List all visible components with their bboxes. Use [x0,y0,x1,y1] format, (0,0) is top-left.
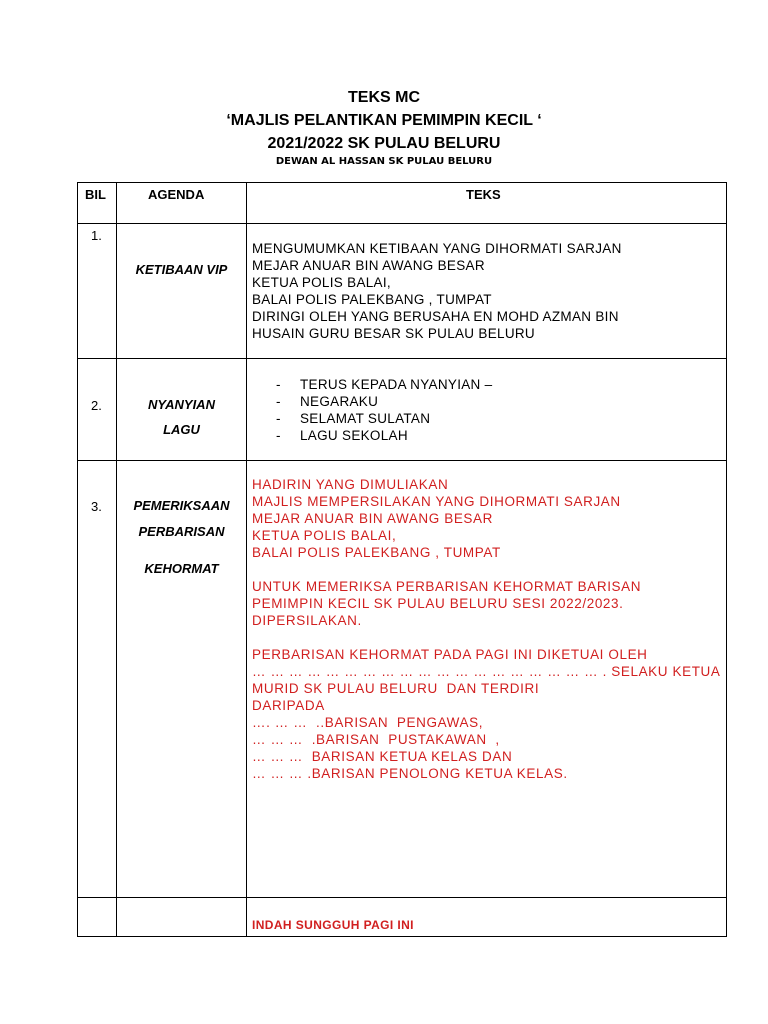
row-number: 1. [91,228,102,243]
teks-line: MEJAR ANUAR BIN AWANG BESAR [252,511,493,526]
teks-line: MAJLIS MEMPERSILAKAN YANG DIHORMATI SARJAN [252,494,621,509]
teks-line: PEMIMPIN KECIL SK PULAU BELURU SESI 2022/2023. [252,596,624,611]
row-number: 2. [91,398,102,413]
header-teks: TEKS [466,187,501,202]
row-divider [77,897,727,898]
teks-line: MENGUMUMKAN KETIBAAN YANG DIHORMATI SARJAN [252,241,622,256]
table-border-top [77,182,727,183]
teks-block [252,476,722,782]
table-border-right [726,182,727,937]
list-item: - SELAMAT SULATAN [276,411,431,426]
agenda-item: PERBARISAN [138,524,225,539]
row-divider [77,358,727,359]
list-item: - NEGARAKU [276,394,379,409]
teks-line: HUSAIN GURU BESAR SK PULAU BELURU [252,326,535,341]
teks-line: UNTUK MEMERIKSA PERBARISAN KEHORMAT BARISAN [252,579,642,594]
venue-line: DEWAN AL HASSAN SK PULAU BELURU [275,156,493,167]
list-item: - LAGU SEKOLAH [276,428,408,443]
teks-line: …. … … ..BARISAN PENGAWAS, [252,715,484,730]
teks-line: BALAI POLIS PALEKBANG , TUMPAT [252,545,501,560]
teks-line: PERBARISAN KEHORMAT PADA PAGI INI DIKETUAI OLEH [252,647,648,662]
list-item: - TERUS KEPADA NYANYIAN – [276,377,493,392]
teks-line: MEJAR ANUAR BIN AWANG BESAR [252,258,485,273]
teks-line: KETUA POLIS BALAI, [252,275,391,290]
teks-line: … … … .BARISAN PUSTAKAWAN , [252,732,500,747]
document-title: TEKS MC [348,89,420,106]
table-border-bottom [77,936,727,937]
teks-bold-line: INDAH SUNGGUH PAGI INI [252,918,414,932]
table-divider-agenda [246,182,247,937]
row-divider [77,223,727,224]
teks-line: DIRINGI OLEH YANG BERUSAHA EN MOHD AZMAN BIN [252,309,619,324]
agenda-item: KEHORMAT [144,561,219,576]
teks-line: MURID SK PULAU BELURU DAN TERDIRI [252,681,540,696]
agenda-item: LAGU [163,422,200,437]
teks-line [252,561,722,578]
teks-line: DIPERSILAKAN. [252,613,362,628]
agenda-item: KETIBAAN VIP [135,262,228,277]
table-divider-bil [116,182,117,937]
teks-line: … … … … … … … … … … … … … … … … … … … . SELAKU KETUA [252,664,721,679]
agenda-item: PEMERIKSAAN [133,498,230,513]
teks-block [252,240,722,342]
event-title: ‘MAJLIS PELANTIKAN PEMIMPIN KECIL ‘ [226,112,542,129]
teks-line: HADIRIN YANG DIMULIAKAN [252,477,449,492]
event-year-school: 2021/2022 SK PULAU BELURU [267,135,501,152]
header-agenda: AGENDA [148,187,205,202]
table-border-left [77,182,78,937]
row-number: 3. [91,499,102,514]
header-bil: BIL [85,187,106,202]
row-divider [77,460,727,461]
song-list [276,376,492,444]
agenda-item: NYANYIAN [148,397,215,412]
teks-line: KETUA POLIS BALAI, [252,528,397,543]
teks-line: BALAI POLIS PALEKBANG , TUMPAT [252,292,492,307]
teks-line [252,629,722,646]
teks-line: … … … .BARISAN PENOLONG KETUA KELAS. [252,766,568,781]
teks-line: DARIPADA [252,698,325,713]
teks-line: … … … BARISAN KETUA KELAS DAN [252,749,513,764]
